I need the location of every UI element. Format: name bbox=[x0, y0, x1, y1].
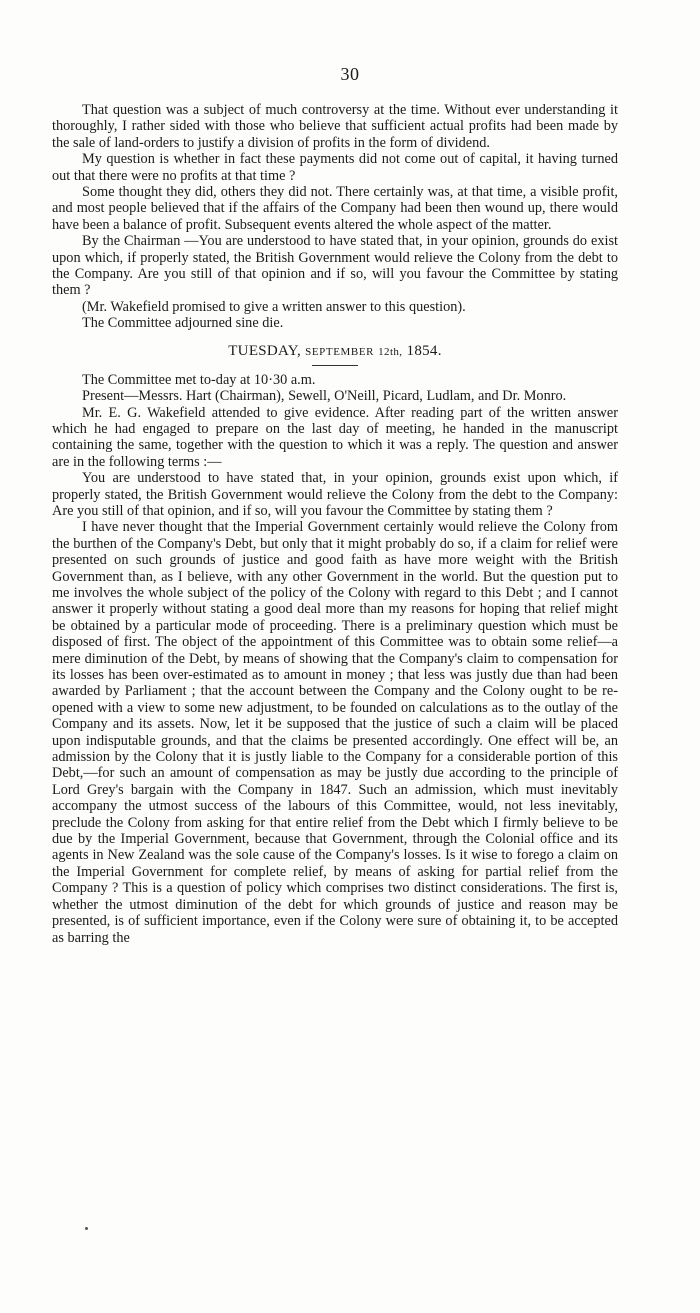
heading-date: 12th, bbox=[378, 345, 403, 358]
paragraph: (Mr. Wakefield promised to give a written answer to this question). bbox=[82, 298, 466, 315]
paragraph: By the Chairman —You are understood to have stated that, in your opinion, grounds do exist upon which, if properly stated, the British Government would relieve the Colony from the debt to the Company. Are you still of that opinion and if so, will you favour the Committee by stating them ? bbox=[52, 233, 618, 299]
paragraph: That question was a subject of much controversy at the time. Without ever understanding it thoroughly, I rather sided with those who believe that sufficient actual profits had been made by the sale of land-orders to justify a division of profits in the form of dividend. bbox=[52, 102, 618, 151]
ink-speck bbox=[85, 1227, 88, 1230]
paragraph: I have never thought that the Imperial Government certainly would relieve the Colony from the burthen of the Company's Debt, but only that it might probably do so, if a claim for relief were presented on such grounds of justice and good faith as have more weight with the British Government than, as I believe, with any other Government in the world. But the question put to me involves the whole subject of the policy of the Colony with regard to this Debt ; and I cannot answer it properly without stating a good deal more than my reasons for hoping that relief might be obtained by a particular mode of proceeding. There is a preliminary question which must be disposed of first. The object of the appointment of this Committee was to obtain some relief—a mere diminution of the Debt, by means of showing that the Company's claim to compensation for its losses has been over-estimated as to amount in money ; that less was justly due than had been awarded by Parliament ; that the account between the Company and the Colony ought to be re-opened with a view to some new adjustment, to be founded on calculations as to the outlay of the Company and its assets. Now, let it be supposed that the justice of such a claim will be placed upon indisputable grounds, and that the claims be presented accordingly. One effect will be, an admission by the Colony that it is justly liable to the Company for a considerable portion of this Debt,—for such an amount of compensation as may be justly due according to the principle of Lord Grey's bargain with the Company in 1847. Such an admission, which must inevitably accompany the utmost success of the labours of this Committee, would, not less inevitably, preclude the Colony from asking for that entire relief from the Debt which I firmly believe to be due by the Imperial Government, because that Government, through the Colonial office and its agents in New Zealand was the sole cause of the Company's losses. Is it wise to forego a claim on the Imperial Government for complete relief, by means of asking for partial relief from the Company ? This is a question of policy which comprises two distinct considerations. The first is, whether the utmost diminution of the debt for which grounds of justice and reason may be presented, is of sufficient importance, even if the Colony were sure of obtaining it, to be accepted as barring the bbox=[52, 519, 618, 946]
paragraph: Mr. E. G. Wakefield attended to give evidence. After reading part of the written answer which he had engaged to prepare on the last day of meeting, he handed in the manuscript containing the same, together with the question to which it was a reply. The question and answer are in the following terms :— bbox=[52, 404, 618, 470]
heading-day: TUESDAY, bbox=[228, 342, 302, 359]
paragraph: Some thought they did, others they did not. There certainly was, at that time, a visible profit, and most people believed that if the affairs of the Company had been then wound up, there would have been a balance of profit. Subsequent events altered the whole aspect of the matter. bbox=[52, 184, 618, 233]
page-number: 30 bbox=[340, 64, 360, 84]
paragraph: You are understood to have stated that, in your opinion, grounds exist upon which, if properly stated, the British Government would relieve the Colony from the debt to the Company: Are you still of that opinion, and if so, will you favour the Committee by stating them ? bbox=[52, 470, 618, 519]
body-text bbox=[52, 102, 618, 946]
paragraph: The Committee met to-day at 10·30 a.m. bbox=[82, 371, 316, 388]
paragraph: My question is whether in fact these payments did not come out of capital, it having turned out that there were no profits at that time ? bbox=[52, 151, 618, 184]
paragraph: The Committee adjourned sine die. bbox=[82, 315, 284, 332]
heading-rule bbox=[312, 365, 358, 366]
paragraph: Present—Messrs. Hart (Chairman), Sewell, O'Neill, Picard, Ludlam, and Dr. Monro. bbox=[82, 388, 567, 405]
section-heading bbox=[52, 342, 618, 361]
heading-year: 1854. bbox=[406, 342, 442, 359]
heading-month: SEPTEMBER bbox=[305, 345, 375, 358]
